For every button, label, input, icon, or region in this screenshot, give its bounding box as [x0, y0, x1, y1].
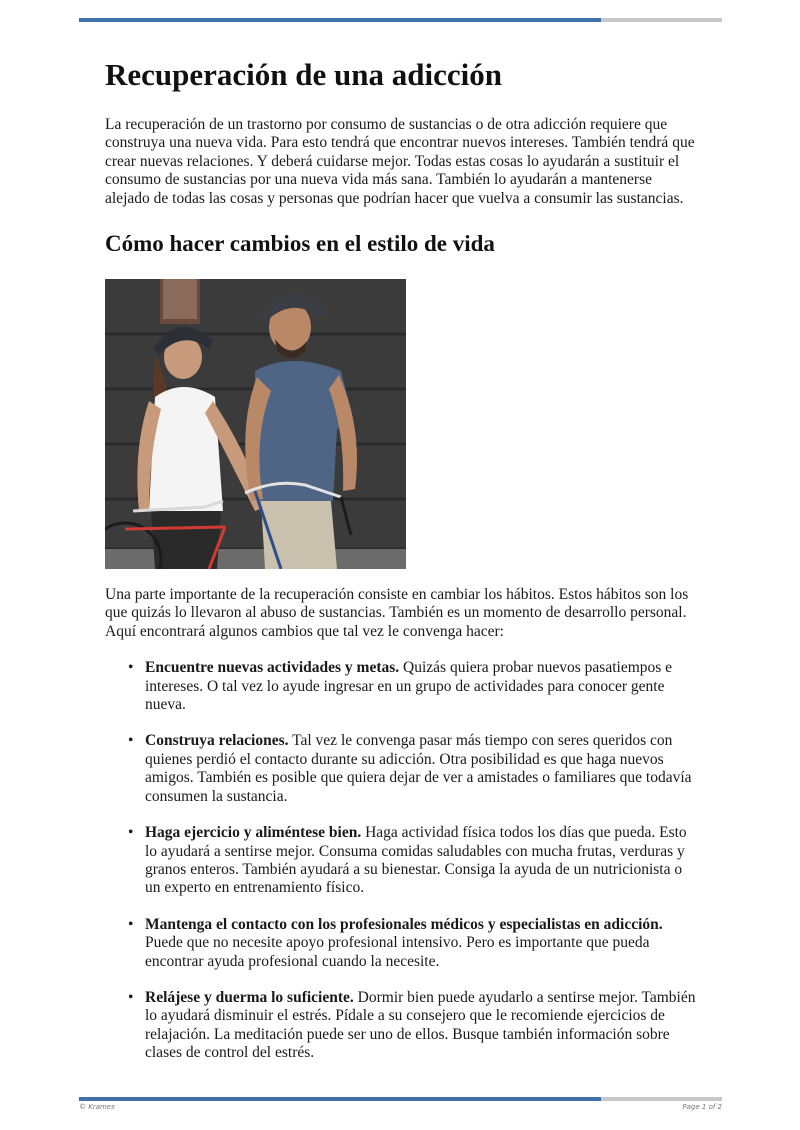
header-rule — [79, 18, 722, 22]
bullet-icon: • — [128, 824, 134, 842]
footer-page-number: Page 1 of 2 — [682, 1103, 722, 1111]
section-heading: Cómo hacer cambios en el estilo de vida — [105, 231, 495, 257]
list-item-title: Haga ejercicio y aliméntese bien. — [145, 824, 362, 842]
list-item-text: Tal vez le convenga pasar más tiempo con seres queridos con quienes perdió el contacto durante su adicción. Otra posibilidad es que haga nuevos amigos. También es posible que quiera dejar de ver a amistades o familiares que todavía consumen la sustancia. — [145, 732, 692, 805]
list-item-title: Construya relaciones. — [145, 732, 289, 750]
bullet-icon: • — [128, 732, 134, 750]
list-item-title: Mantenga el contacto con los profesionales médicos y especialistas en adicción. — [145, 915, 663, 933]
list-item — [128, 824, 697, 898]
bullet-icon: • — [128, 915, 134, 933]
header-rule-blue — [79, 18, 601, 22]
photo-illustration — [105, 279, 406, 569]
list-item-title: Relájese y duerma lo suficiente. — [145, 988, 354, 1006]
list-item — [128, 732, 697, 806]
couple-bicycles-photo — [105, 279, 406, 569]
list-item — [128, 659, 697, 714]
document-body — [105, 55, 697, 1081]
list-item-text: Haga actividad física todos los días que pueda. Esto lo ayudará a sentirse mejor. Consuma comidas saludables con mucha frutas, verduras y granos enteros. También ayudará a su bienestar. Consiga la ayuda de un nutricionista o un experto en entrenamiento físico. — [145, 824, 687, 897]
tips-list — [105, 659, 697, 1062]
section-paragraph: Una parte importante de la recuperación consiste en cambiar los hábitos. Estos hábitos son los que quizás lo llevaron al abuso de sustancias. También es un momento de desarrollo personal. Aquí encontrará algunos cambios que tal vez le convenga hacer: — [105, 586, 689, 640]
bullet-icon: • — [128, 988, 134, 1006]
list-item-title: Encuentre nuevas actividades y metas. — [145, 659, 400, 677]
list-item — [128, 915, 697, 971]
footer-copyright: © Krames — [79, 1103, 115, 1111]
footer-rule-blue — [79, 1097, 601, 1101]
list-item-text: Puede que no necesite apoyo profesional intensivo. Pero es importante que pueda encontrar ayuda profesional cuando la necesite. — [145, 934, 650, 970]
footer-rule-gray — [601, 1097, 722, 1101]
list-item — [128, 988, 697, 1063]
list-item-text: Dormir bien puede ayudarlo a sentirse mejor. También lo ayudará disminuir el estrés. Pídale a su consejero que le recomiende ejercicios de relajación. La meditación puede ser uno de ellos. Busque también información sobre clases de control del estrés. — [145, 988, 696, 1062]
bullet-icon: • — [128, 659, 134, 677]
list-item-text: Quizás quiera probar nuevos pasatiempos e intereses. O tal vez lo ayude ingresar en un grupo de actividades para conocer gente nueva. — [145, 659, 673, 714]
header-rule-gray — [601, 18, 722, 22]
intro-paragraph: La recuperación de un trastorno por consumo de sustancias o de otra adicción requiere que construya una nueva vida. Para esto tendrá que encontrar nuevos intereses. También tendrá que crear nuevas relaciones. Y deberá cuidarse mejor. Todas estas cosas lo ayudarán a sustituir el consumo de sustancias por una nueva vida más sana. También lo ayudarán a mantenerse alejado de todas las cosas y personas que podrían hacer que vuelva a consumir las sustancias. — [105, 116, 695, 207]
footer-rule — [79, 1097, 722, 1101]
page-title: Recuperación de una adicción — [105, 57, 502, 92]
